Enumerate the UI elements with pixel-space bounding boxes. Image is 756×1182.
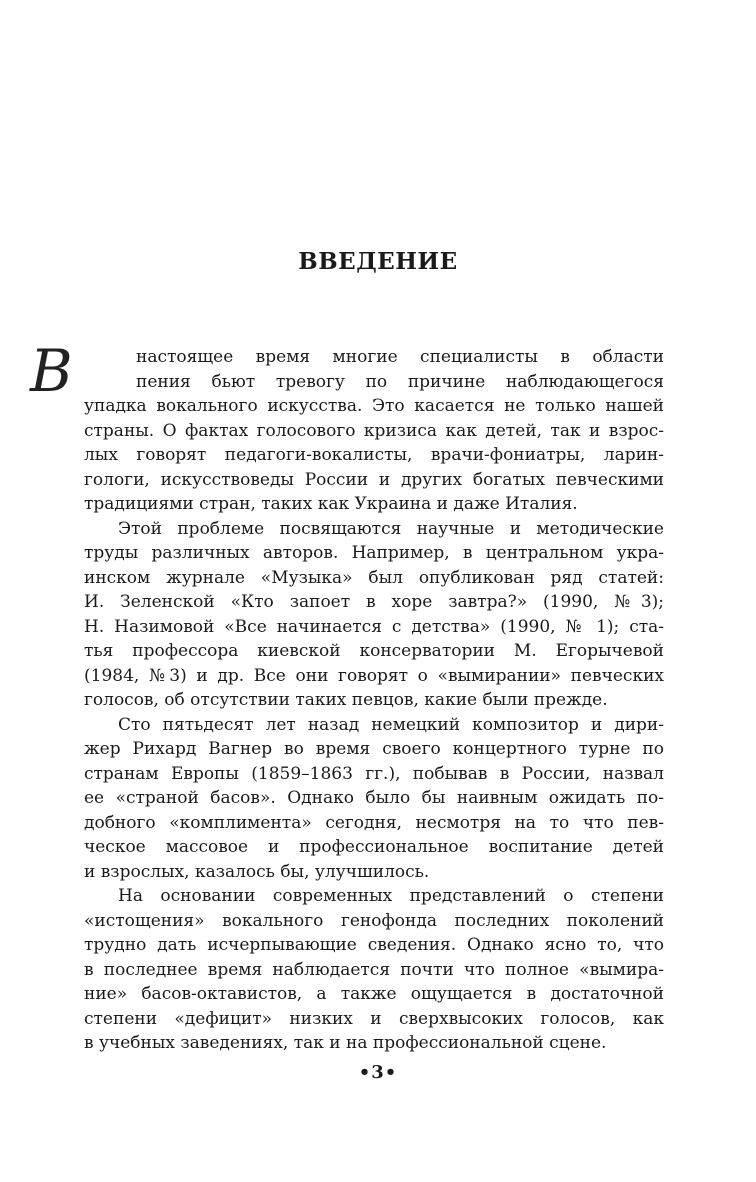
text-line: «истощения» вокального генофонда последних поколений: [84, 910, 664, 931]
text-line: На основании современных представлений о степени: [118, 886, 664, 906]
text-line: тья профессора киевской консерватории М. Егорычевой: [84, 641, 664, 661]
text-line: Н. Назимовой «Все начинается с детства» (1990, № 1); ста-: [84, 616, 664, 637]
text-line: трудно дать исчерпывающие сведения. Однако ясно то, что: [84, 935, 664, 955]
text-line: пения бьют тревогу по причине наблюдающегося: [136, 371, 664, 392]
text-line: (1984, №3) и др. Все они говорят о «вымирании» певческих: [84, 665, 664, 686]
text-line: инском журнале «Музыка» был опубликован ряд статей:: [84, 567, 664, 588]
text-line: Этой проблеме посвящаются научные и методические: [118, 518, 664, 539]
text-line: и взрослых, казалось бы, улучшилось.: [84, 861, 430, 882]
text-line: страны. О фактах голосового кризиса как детей, так и взрос-: [84, 420, 664, 441]
text-line: Сто пятьдесят лет назад немецкий композитор и дири-: [118, 714, 664, 735]
text-line: лых говорят педагоги-вокалисты, врачи-фониатры, ларин-: [84, 445, 664, 465]
text-line: гологи, искусствоведы России и других богатых певческими: [84, 469, 664, 490]
paragraph: [84, 517, 664, 713]
paragraph: [84, 713, 664, 885]
text-line: в последнее время наблюдается почти что полное «вымира-: [84, 959, 664, 980]
paragraph: [84, 884, 664, 1056]
text-line: настоящее время многие специалисты в области: [136, 347, 664, 367]
text-line: ние» басов-октавистов, а также ощущается в достаточной: [84, 984, 664, 1004]
page-number: •3•: [358, 1062, 398, 1083]
body-text: [84, 345, 664, 1056]
text-line: жер Рихард Вагнер во время своего концертного турне по: [84, 739, 664, 759]
drop-cap: В: [30, 337, 73, 405]
text-line: ее «страной басов». Однако было бы наивным ожидать по-: [84, 788, 664, 808]
text-line: упадка вокального искусства. Это касается не только нашей: [84, 396, 664, 416]
chapter-heading: ВВЕДЕНИЕ: [298, 248, 458, 275]
paragraph: [84, 345, 664, 517]
text-line: голосов, об отсутствии таких певцов, какие были прежде.: [84, 690, 608, 710]
text-line: ческое массовое и профессиональное воспитание детей: [84, 837, 664, 857]
text-line: добного «комплимента» сегодня, несмотря на то что пев-: [84, 812, 664, 833]
text-line: странам Европы (1859–1863 гг.), побывав в России, назвал: [84, 763, 664, 784]
text-line: степени «дефицит» низких и сверхвысоких голосов, как: [84, 1008, 664, 1029]
text-line: традициями стран, таких как Украина и даже Италия.: [84, 494, 578, 514]
text-line: в учебных заведениях, так и на профессиональной сцене.: [84, 1033, 607, 1053]
text-line: труды различных авторов. Например, в центральном укра-: [84, 543, 664, 563]
text-line: И. Зеленской «Кто запоет в хоре завтра?» (1990, №3);: [84, 592, 664, 612]
